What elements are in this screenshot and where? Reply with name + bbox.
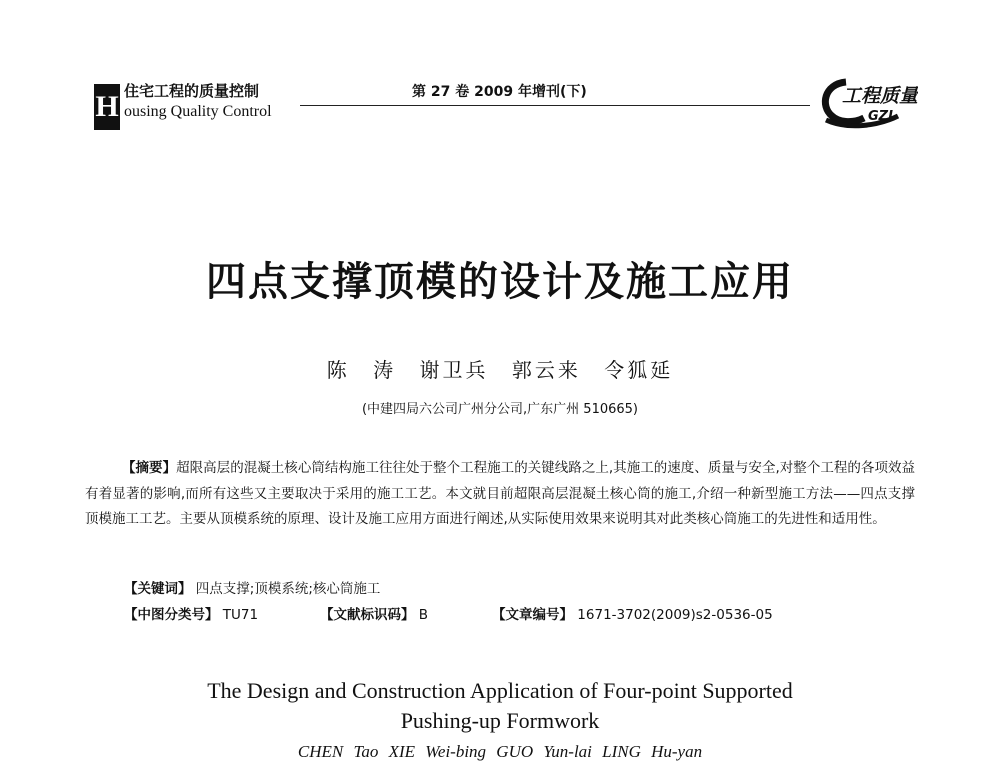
document-code-value: B (418, 607, 429, 623)
journal-logo-icon (94, 84, 120, 130)
keywords-label: 【关键词】 (124, 581, 192, 597)
abstract-text: 超限高层的混凝土核心筒结构施工往往处于整个工程施工的关键线路之上,其施工的速度、质量与安全,对整个工程的各项效益有着显著的影响,而所有这些又主要取决于采用的施工工艺。本文就目前超限高层混凝土核心筒的施工,介绍一种新型施工方法——四点支撑顶模施工工艺。主要从顶模系统的原理、设计及施工应用方面进行阐述,从实际使用效果来说明其对此类核心筒施工的先进性和适用性。 (85, 460, 916, 527)
issue-info: 第 27 卷 2009 年增刊(下) (412, 84, 587, 100)
header-rule (300, 105, 810, 106)
quality-logo-text: 工程质量 (842, 85, 918, 107)
clc-code (124, 603, 258, 623)
abstract (85, 456, 915, 533)
keywords-text: 四点支撑;顶模系统;核心筒施工 (195, 581, 381, 597)
abstract-label: 【摘要】 (122, 460, 177, 476)
journal-logo-letter: H (95, 90, 119, 123)
article-title: 四点支撑顶模的设计及施工应用 (206, 259, 794, 305)
quality-logo-subtext: GZL (868, 109, 897, 124)
clc-label: 【中图分类号】 (124, 607, 219, 623)
english-title-line-1: The Design and Construction Application of Four-point Supported (207, 678, 793, 703)
clc-value: TU71 (222, 607, 259, 623)
keywords (124, 577, 380, 597)
document-code-label: 【文献标识码】 (320, 607, 415, 623)
english-title (0, 676, 1000, 736)
journal-name-en: ousing Quality Control (124, 103, 272, 120)
article-affiliation: (中建四局六公司广州分公司,广东广州 510665) (361, 402, 639, 417)
article-number (492, 603, 773, 623)
article-authors: 陈 涛 谢卫兵 郭云来 令狐延 (326, 358, 674, 382)
english-title-line-2: Pushing-up Formwork (400, 708, 600, 733)
journal-name-cn: 住宅工程的质量控制 (124, 82, 260, 100)
english-authors: CHEN Tao XIE Wei-bing GUO Yun-lai LING Hu-yan (297, 742, 703, 761)
quality-logo-icon (818, 76, 918, 132)
document-code (320, 603, 428, 623)
article-number-label: 【文章编号】 (492, 607, 573, 623)
article-number-value: 1671-3702(2009)s2-0536-05 (577, 607, 773, 623)
